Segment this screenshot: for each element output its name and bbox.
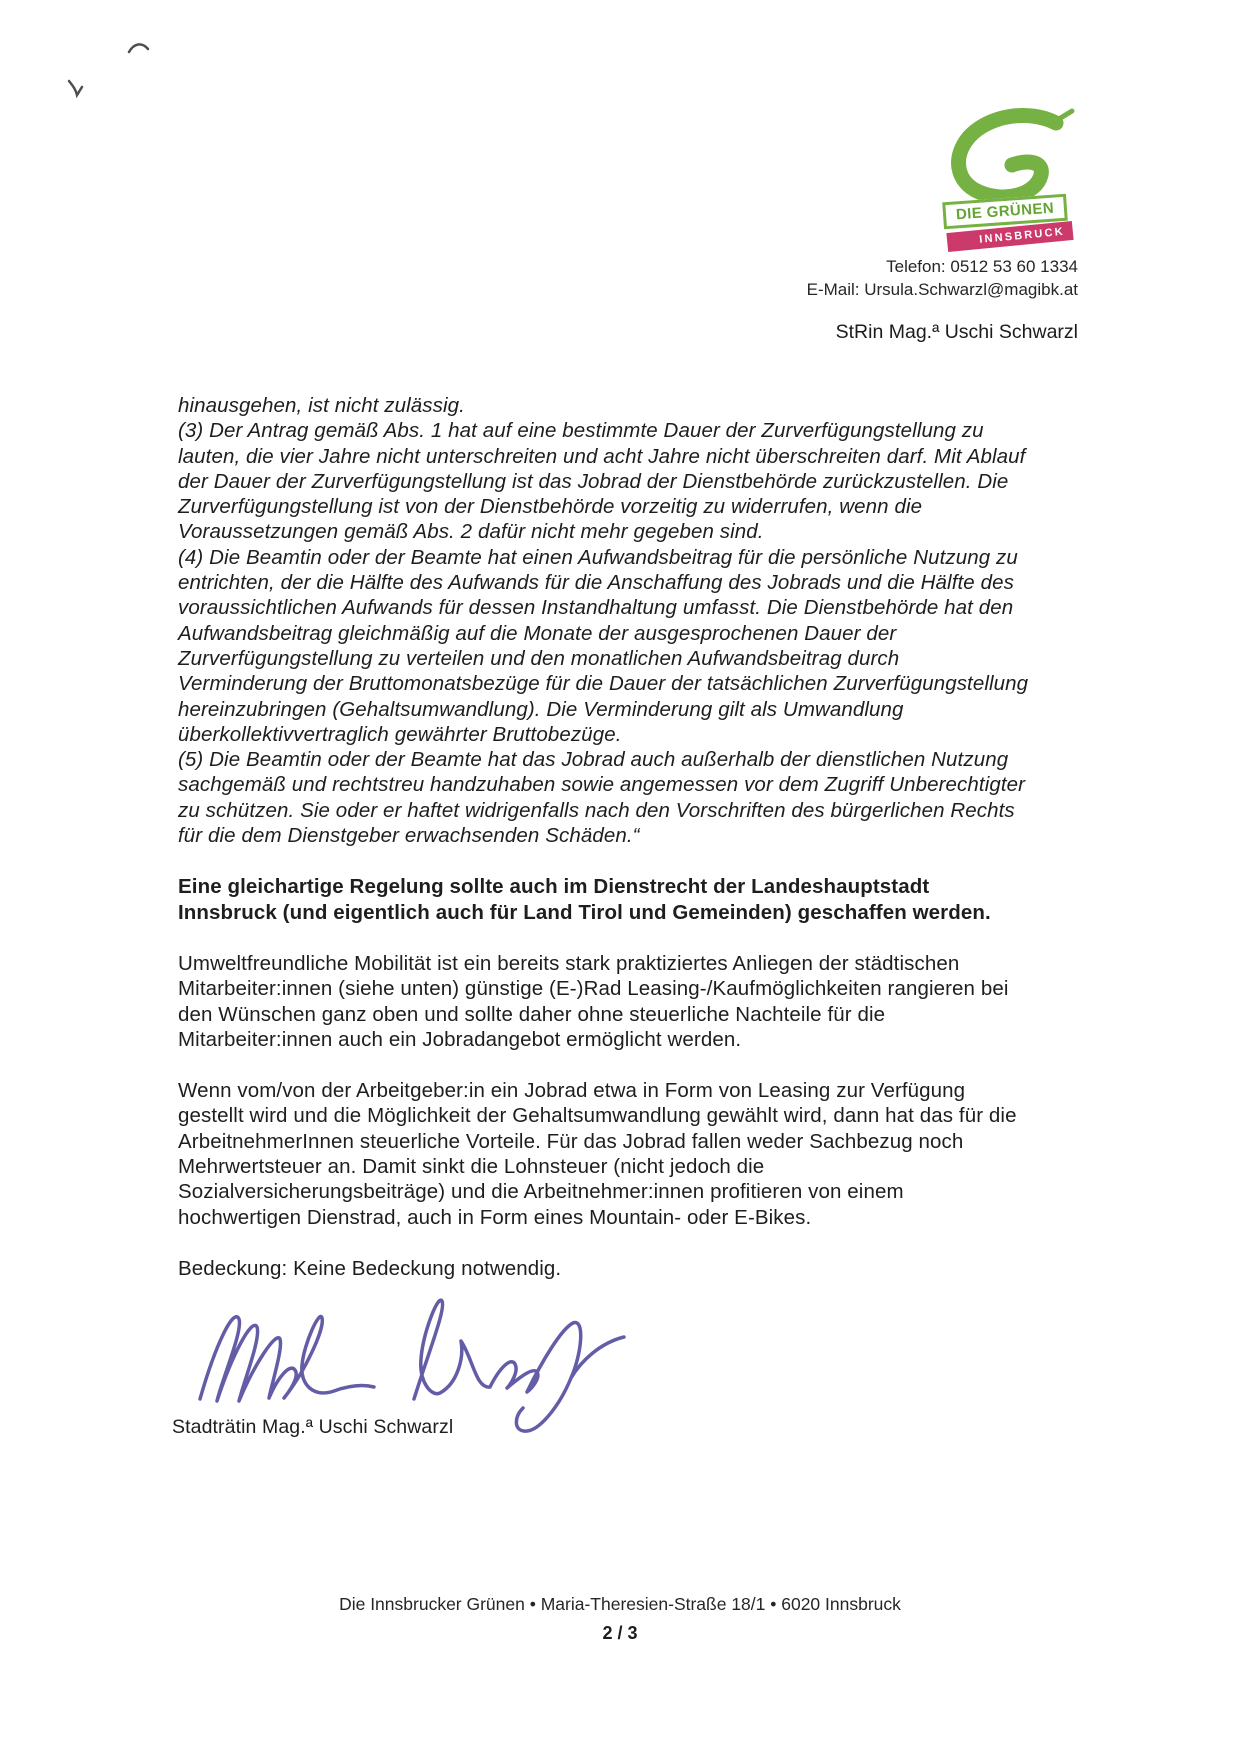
bold-statement bbox=[178, 874, 1028, 925]
text-line: sachgemäß und rechtstreu handzuhaben sowie angemessen vor dem Zugriff Unberechtigter bbox=[178, 773, 1026, 797]
text-line: zu schützen. Sie oder er haftet widrigenfalls nach den Vorschriften des bürgerlichen Rechts bbox=[178, 798, 1015, 822]
text-line: (3) Der Antrag gemäß Abs. 1 hat auf eine bestimmte Dauer der Zurverfügungstellung zu bbox=[178, 419, 984, 443]
text-line: Mitarbeiter:innen auch ein Jobradangebot ermöglicht werden. bbox=[178, 1027, 742, 1051]
text-line: lauten, die vier Jahre nicht unterschreiten und acht Jahre nicht überschreiten darf. Mit Ablauf bbox=[178, 444, 1026, 468]
text-line: Wenn vom/von der Arbeitgeber:in ein Jobrad etwa in Form von Leasing zur Verfügung bbox=[178, 1079, 966, 1103]
coverage-line: Bedeckung: Keine Bedeckung notwendig. bbox=[178, 1256, 562, 1280]
text-line: Mehrwertsteuer an. Damit sinkt die Lohnsteuer (nicht jedoch die bbox=[178, 1155, 765, 1179]
text-line: hochwertigen Dienstrad, auch in Form eines Mountain- oder E-Bikes. bbox=[178, 1205, 812, 1229]
scan-artifact-icon bbox=[126, 40, 152, 58]
page-number: 2 / 3 bbox=[602, 1623, 638, 1643]
text-line: ArbeitnehmerInnen steuerliche Vorteile. Für das Jobrad fallen weder Sachbezug noch bbox=[178, 1129, 964, 1153]
email-line: E-Mail: Ursula.Schwarzl@magibk.at bbox=[806, 279, 1078, 299]
paragraph-tax-benefits bbox=[178, 1078, 1028, 1230]
text-line: Umweltfreundliche Mobilität ist ein bereits stark praktiziertes Anliegen der städtischen bbox=[178, 951, 960, 975]
text-line: Aufwandsbeitrag gleichmäßig auf die Monate der ausgesprochenen Dauer der bbox=[178, 621, 897, 645]
signature-name: Stadträtin Mag.ª Uschi Schwarzl bbox=[172, 1416, 454, 1439]
text-line: Eine gleichartige Regelung sollte auch im Dienstrecht der Landeshauptstadt bbox=[178, 875, 930, 899]
text-line: der Dauer der Zurverfügungstellung ist das Jobrad der Dienstbehörde zurückzustellen. Die bbox=[178, 469, 1009, 493]
text-line: überkollektivvertraglich gewährter Bruttobezüge. bbox=[178, 722, 622, 746]
sender-line: StRin Mag.ª Uschi Schwarzl bbox=[835, 321, 1078, 343]
text-line: Zurverfügungstellung ist von der Dienstbehörde vorzeitig zu widerrufen, wenn die bbox=[178, 495, 923, 519]
signature-area bbox=[178, 1287, 1028, 1415]
text-line: Verminderung der Bruttomonatsbezüge für die Dauer der tatsächlichen Zurverfügungstellung bbox=[178, 672, 1029, 696]
text-line: (5) Die Beamtin oder der Beamte hat das Jobrad auch außerhalb der dienstlichen Nutzung bbox=[178, 748, 1009, 772]
paragraph-mobility bbox=[178, 951, 1028, 1052]
text-line: Zurverfügungstellung zu verteilen und den monatlichen Aufwandsbeitrag durch bbox=[178, 646, 900, 670]
text-line: voraussichtlichen Aufwands für dessen Instandhaltung umfasst. Die Dienstbehörde hat den bbox=[178, 596, 1014, 620]
logo-banner-bottom-label: INNSBRUCK bbox=[978, 225, 1066, 246]
phone-line: Telefon: 0512 53 60 1334 bbox=[886, 257, 1078, 276]
text-line: den Wünschen ganz oben und sollte daher ohne steuerliche Nachteile für die bbox=[178, 1002, 886, 1026]
text-line: Innsbruck (und eigentlich auch für Land Tirol und Gemeinden) geschaffen werden. bbox=[178, 900, 991, 924]
text-line: Voraussetzungen gemäß Abs. 2 dafür nicht mehr gegeben sind. bbox=[178, 520, 764, 544]
text-line: entrichten, der die Hälfte des Aufwands für die Anschaffung des Jobrads und die Hälfte des bbox=[178, 571, 1014, 595]
letter-body bbox=[172, 393, 1029, 1441]
text-line: (4) Die Beamtin oder der Beamte hat einen Aufwandsbeitrag für die persönliche Nutzung zu bbox=[178, 545, 1018, 569]
logo-banner-top-label: DIE GRÜNEN bbox=[955, 199, 1055, 224]
text-line: gestellt wird und die Möglichkeit der Gehaltsumwandlung gewählt wird, dann hat das für die bbox=[178, 1104, 1017, 1128]
footer-address: Die Innsbrucker Grünen • Maria-Theresien-Straße 18/1 • 6020 Innsbruck bbox=[339, 1594, 901, 1614]
text-line: Sozialversicherungsbeiträge) und die Arbeitnehmer:innen profitieren von einem bbox=[178, 1180, 904, 1204]
text-line: Mitarbeiter:innen (siehe unten) günstige (E-)Rad Leasing-/Kaufmöglichkeiten rangieren bei bbox=[178, 977, 1009, 1001]
text-line: hereinzubringen (Gehaltsumwandlung). Die Verminderung gilt als Umwandlung bbox=[178, 697, 904, 721]
text-line: für die dem Dienstgeber erwachsenden Schäden.“ bbox=[178, 824, 640, 848]
text-line: hinausgehen, ist nicht zulässig. bbox=[178, 394, 465, 417]
quote-block bbox=[178, 393, 1028, 848]
scan-artifact-icon bbox=[66, 78, 90, 102]
contact-block bbox=[807, 256, 1078, 301]
die-gruenen-logo bbox=[938, 106, 1088, 256]
